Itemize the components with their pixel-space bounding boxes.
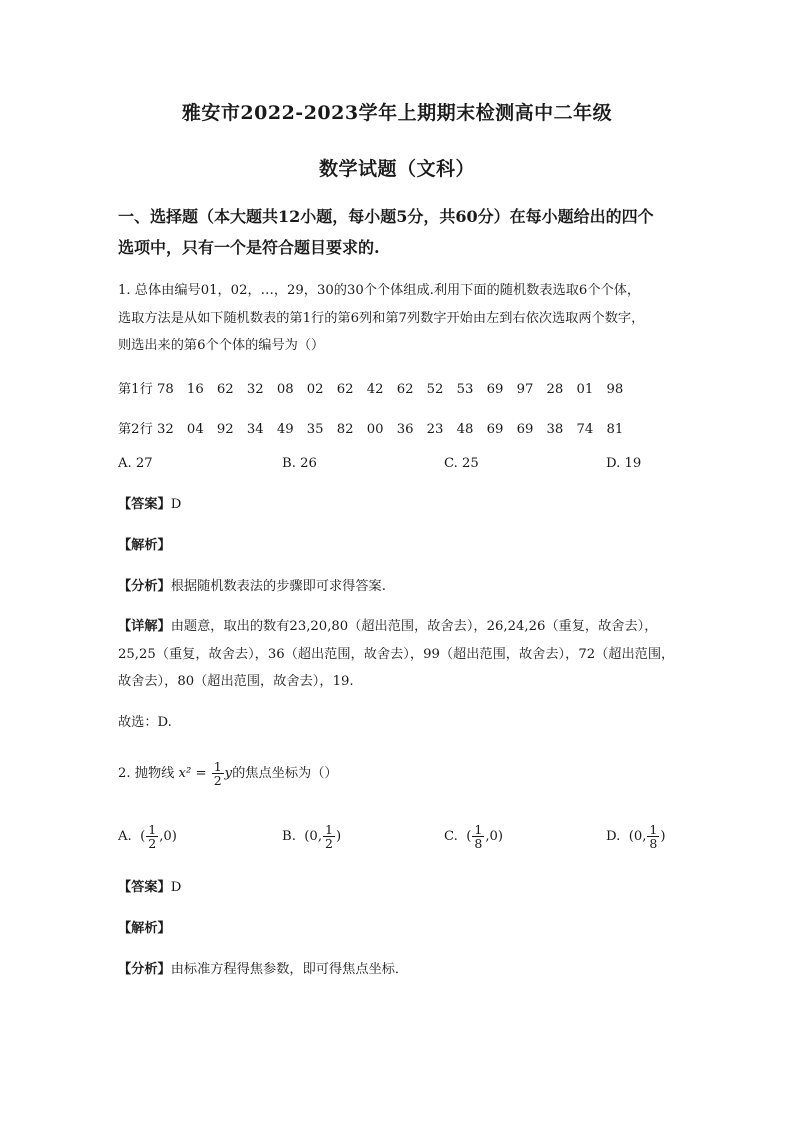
q1-detail-line2: 25,25（重复，故舍去），36（超出范围，故舍去），99（超出范围，故舍去），72（超出范围， — [118, 647, 675, 662]
option-rest: ,0) — [159, 829, 177, 844]
q1-stem-line1: 1. 总体由编号01，02，…，29，30的30个个体组成.利用下面的随机数表选取6个个体， — [118, 283, 641, 298]
q1-answer — [118, 494, 678, 516]
section-heading-line1: 一、选择题（本大题共12小题，每小题5分，共60分）在每小题给出的四个 — [118, 207, 654, 226]
fenxi-text: 根据随机数表法的步骤即可求得答案. — [170, 579, 386, 594]
frac-denominator: 2 — [148, 836, 157, 851]
q2-fenxi — [118, 959, 678, 981]
frac-numerator: 1 — [213, 759, 222, 774]
q1-option-a: A. 27 — [118, 456, 153, 471]
q2-stem — [118, 760, 678, 788]
section-heading-line2: 选项中，只有一个是符合题目要求的. — [118, 238, 380, 257]
q1-analysis-tag: 【解析】 — [118, 538, 171, 553]
q2-option-a — [118, 823, 177, 850]
q1-option-b: B. 26 — [282, 456, 317, 471]
q1-detail-line3: 故舍去），80（超出范围，故舍去），19. — [118, 674, 354, 689]
option-label: D. — [606, 829, 621, 844]
q2-eq-var: y — [224, 766, 233, 781]
q2-answer — [118, 877, 678, 899]
page-subtitle: 数学试题（文科） — [318, 158, 475, 180]
detail-text-1: 由题意，取出的数有23,20,80（超出范围，故舍去），26,24,26（重复，故舍去）， — [170, 619, 658, 634]
fenxi-tag: 【分析】 — [118, 962, 171, 977]
answer-tag: 【答案】 — [118, 880, 171, 895]
option-open: (0, — [628, 829, 647, 844]
detail-tag: 【详解】 — [118, 619, 171, 634]
option-rest: ,0) — [485, 829, 504, 844]
q1-stem-line3: 则选出来的第6个个体的编号为（） — [118, 338, 325, 353]
option-label: B. — [282, 829, 296, 844]
q2-option-c — [444, 823, 503, 850]
option-rest: ) — [335, 829, 342, 844]
random-table-row1: 第1行 78 16 62 32 08 02 62 42 62 52 53 69 97 28 01 98 — [118, 382, 624, 397]
q2-option-d — [606, 823, 666, 850]
frac-numerator: 1 — [325, 822, 333, 837]
option-open: (0, — [304, 829, 323, 844]
frac-denominator: 8 — [474, 836, 483, 851]
frac-denominator: 2 — [325, 836, 333, 851]
option-fraction — [647, 823, 659, 850]
answer-value: D — [170, 497, 182, 512]
frac-numerator: 1 — [649, 822, 658, 837]
q2-eq-lhs: x² = — [178, 766, 207, 781]
q1-detail-line1 — [118, 616, 678, 638]
option-rest: ) — [660, 829, 666, 844]
q1-conclusion: 故选：D. — [118, 715, 172, 730]
answer-value: D — [170, 880, 182, 895]
option-label: C. — [444, 829, 458, 844]
frac-denominator: 2 — [213, 773, 222, 788]
option-open: ( — [140, 829, 146, 844]
q2-analysis-tag: 【解析】 — [118, 921, 171, 936]
fenxi-text: 由标准方程得焦参数，即可得焦点坐标． — [170, 962, 409, 977]
q2-prefix: 2. 抛物线 — [118, 766, 175, 781]
page-title: 雅安市2022-2023学年上期期末检测高中二年级 — [181, 102, 613, 124]
option-fraction — [146, 823, 158, 850]
q2-suffix: 的焦点坐标为（） — [232, 766, 338, 781]
option-fraction — [323, 823, 335, 850]
fenxi-tag: 【分析】 — [118, 579, 171, 594]
q1-option-d: D. 19 — [606, 456, 642, 471]
option-open: ( — [466, 829, 472, 844]
frac-numerator: 1 — [474, 822, 483, 837]
q1-option-c: C. 25 — [444, 456, 479, 471]
q2-option-b — [282, 823, 341, 850]
frac-denominator: 8 — [649, 836, 658, 851]
answer-tag: 【答案】 — [118, 497, 171, 512]
q1-stem-line2: 选取方法是从如下随机数表的第1行的第6列和第7列数字开始由左到右依次选取两个数字， — [118, 311, 645, 326]
random-table-row2: 第2行 32 04 92 34 49 35 82 00 36 23 48 69 69 38 74 81 — [118, 422, 624, 437]
q1-fenxi — [118, 576, 678, 598]
frac-numerator: 1 — [148, 822, 157, 837]
option-label: A. — [118, 829, 132, 844]
q2-eq-fraction — [212, 760, 224, 787]
option-fraction — [472, 823, 484, 850]
